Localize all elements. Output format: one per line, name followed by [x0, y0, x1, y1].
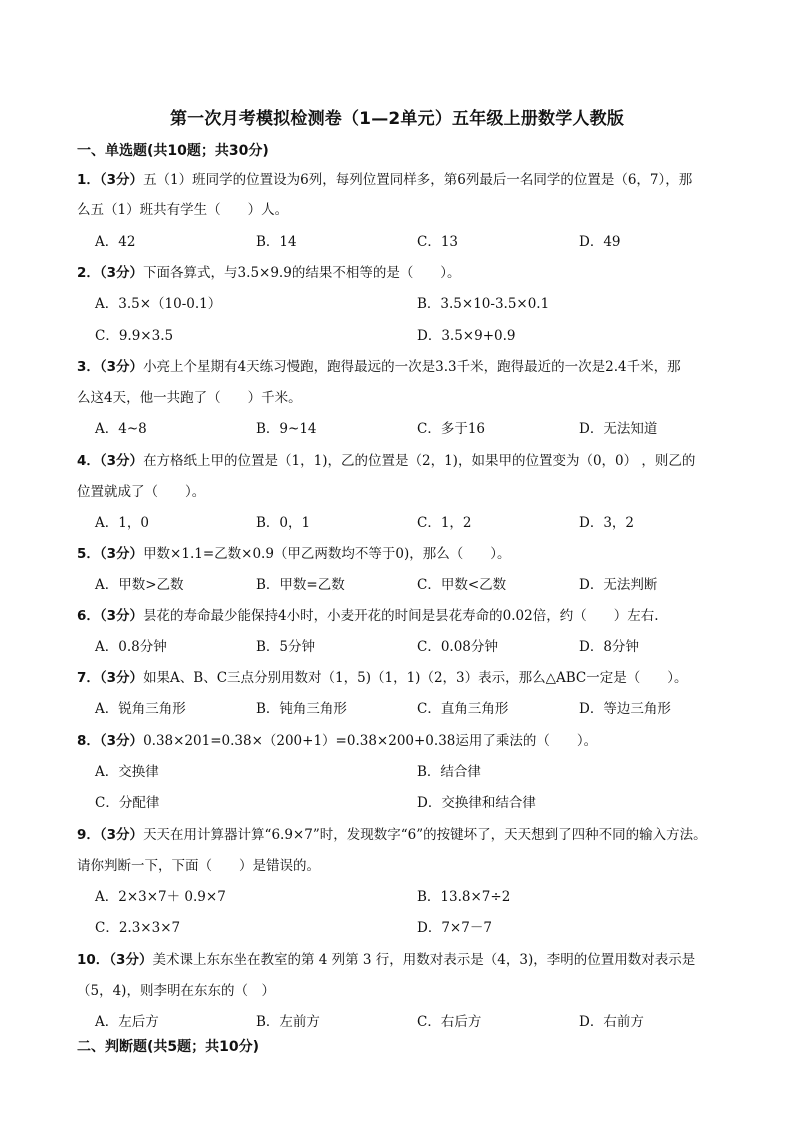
question-score: （3分） — [99, 608, 144, 624]
option-a: A．0.8分钟 — [95, 639, 167, 655]
question-10 — [77, 948, 747, 968]
question-1-options — [95, 230, 755, 250]
question-9-options-row2 — [95, 916, 755, 936]
question-8 — [77, 729, 747, 749]
question-text: 昙花的寿命最少能保持4小时，小麦开花的时间是昙花寿命的0.02倍，约（ ）左右. — [143, 608, 659, 624]
question-6-options — [95, 635, 755, 655]
option-b: B．左前方 — [256, 1014, 320, 1030]
question-score: （3分） — [99, 733, 144, 749]
question-score: （3分） — [99, 453, 144, 469]
option-c: C．右后方 — [417, 1014, 482, 1030]
question-number: 9． — [77, 827, 100, 843]
question-9 — [77, 823, 747, 843]
option-d: D．3，2 — [579, 515, 635, 531]
option-c: C．多于16 — [417, 421, 486, 437]
section-heading-true-false: 二、判断题(共5题；共10分) — [77, 1039, 260, 1055]
question-3-cont: 么这4天，他一共跑了（ ）千米。 — [77, 390, 302, 406]
question-text: 小亮上个星期有4天练习慢跑，跑得最远的一次是3.3千米，跑得最近的一次是2.4千米，那 — [143, 359, 681, 375]
question-5-options — [95, 573, 755, 593]
option-a: A．2×3×7＋ 0.9×7 — [95, 889, 226, 905]
question-4 — [77, 449, 747, 469]
question-1-cont: 么五（1）班共有学生（ ）人。 — [77, 202, 289, 218]
option-d: D．8分钟 — [579, 639, 639, 655]
question-10-options — [95, 1010, 755, 1030]
question-number: 5． — [77, 546, 100, 562]
question-text: 五（1）班同学的位置设为6列，每列位置同样多，第6列最后一名同学的位置是（6，7），那 — [143, 172, 693, 188]
option-a: A．甲数>乙数 — [95, 577, 184, 593]
question-number: 4． — [77, 453, 100, 469]
option-b: B．0，1 — [256, 515, 311, 531]
option-d: D．49 — [579, 234, 621, 250]
option-a: A．左后方 — [95, 1014, 159, 1030]
option-a: A．4~8 — [95, 421, 147, 437]
question-10-cont: （5，4)，则李明在东东的（ ） — [77, 983, 275, 999]
option-c: C．分配律 — [95, 795, 160, 811]
option-b: B．9~14 — [256, 421, 317, 437]
question-number: 10． — [77, 952, 110, 968]
question-3 — [77, 355, 747, 375]
option-d: D．无法知道 — [579, 421, 658, 437]
question-2-options-row2 — [95, 324, 755, 344]
question-score: （3分） — [99, 827, 144, 843]
option-a: A．交换律 — [95, 764, 159, 780]
question-number: 2． — [77, 265, 100, 281]
option-b: B．13.8×7÷2 — [417, 889, 511, 905]
question-6 — [77, 604, 747, 624]
question-number: 1． — [77, 172, 100, 188]
question-8-options-row1 — [95, 760, 755, 780]
question-number: 8． — [77, 733, 100, 749]
option-d: D．3.5×9+0.9 — [417, 328, 516, 344]
option-a: A．1，0 — [95, 515, 149, 531]
option-b: B．5分钟 — [256, 639, 316, 655]
question-text: 如果A、B、C三点分别用数对（1，5)（1，1)（2，3）表示，那么△ABC一定是（ ）。 — [143, 670, 688, 686]
question-9-options-row1 — [95, 885, 755, 905]
exam-title: 第一次月考模拟检测卷（1—2单元）五年级上册数学人教版 — [169, 109, 625, 129]
question-1 — [77, 168, 747, 188]
option-b: B．3.5×10-3.5×0.1 — [417, 296, 550, 312]
question-text: 在方格纸上甲的位置是（1，1)，乙的位置是（2，1)，如果甲的位置变为（0，0） ，则乙的 — [143, 453, 696, 469]
question-number: 6． — [77, 608, 100, 624]
question-4-options — [95, 511, 755, 531]
option-b: B．结合律 — [417, 764, 481, 780]
question-5 — [77, 542, 747, 562]
question-number: 3． — [77, 359, 100, 375]
question-score: （3分） — [99, 359, 144, 375]
option-c: C．甲数<乙数 — [417, 577, 507, 593]
question-text: 甲数×1.1=乙数×0.9（甲乙两数均不等于0)，那么（ ）。 — [143, 546, 511, 562]
option-c: C．13 — [417, 234, 459, 250]
question-2 — [77, 261, 747, 281]
option-c: C．0.08分钟 — [417, 639, 498, 655]
question-score: （3分） — [109, 952, 153, 968]
option-d: D．交换律和结合律 — [417, 795, 536, 811]
option-d: D．等边三角形 — [579, 701, 671, 717]
option-b: B．14 — [256, 234, 297, 250]
question-score: （3分） — [99, 172, 144, 188]
option-a: A．42 — [95, 234, 136, 250]
question-7-options — [95, 697, 755, 717]
option-c: C．1，2 — [417, 515, 472, 531]
question-2-options-row1 — [95, 292, 755, 312]
option-b: B．甲数=乙数 — [256, 577, 345, 593]
question-text: 美术课上东东坐在教室的第 4 列第 3 行，用数对表示是（4，3)，李明的位置用数对表示是 — [152, 952, 696, 968]
option-d: D．7×7－7 — [417, 920, 492, 936]
question-7 — [77, 666, 747, 686]
option-d: D．右前方 — [579, 1014, 644, 1030]
question-8-options-row2 — [95, 791, 755, 811]
option-a: A．3.5×（10-0.1） — [95, 296, 222, 312]
question-9-cont: 请你判断一下，下面（ ）是错误的。 — [77, 858, 320, 874]
section-heading-single-choice: 一、单选题(共10题；共30分) — [77, 143, 269, 159]
option-d: D．无法判断 — [579, 577, 658, 593]
question-score: （3分） — [99, 265, 144, 281]
option-a: A．锐角三角形 — [95, 701, 186, 717]
option-b: B．钝角三角形 — [256, 701, 347, 717]
question-score: （3分） — [99, 670, 144, 686]
option-c: C．2.3×3×7 — [95, 920, 181, 936]
question-text: 天天在用计算器计算“6.9×7”时，发现数字“6”的按键坏了，天天想到了四种不同的输入方法。 — [143, 827, 707, 843]
option-c: C．直角三角形 — [417, 701, 509, 717]
question-3-options — [95, 417, 755, 437]
question-number: 7． — [77, 670, 100, 686]
question-score: （3分） — [99, 546, 144, 562]
option-c: C．9.9×3.5 — [95, 328, 174, 344]
question-text: 下面各算式，与3.5×9.9的结果不相等的是（ ）。 — [143, 265, 461, 281]
question-text: 0.38×201=0.38×（200+1）=0.38×200+0.38运用了乘法的（ ）。 — [143, 733, 598, 749]
question-4-cont: 位置就成了（ ）。 — [77, 484, 206, 500]
